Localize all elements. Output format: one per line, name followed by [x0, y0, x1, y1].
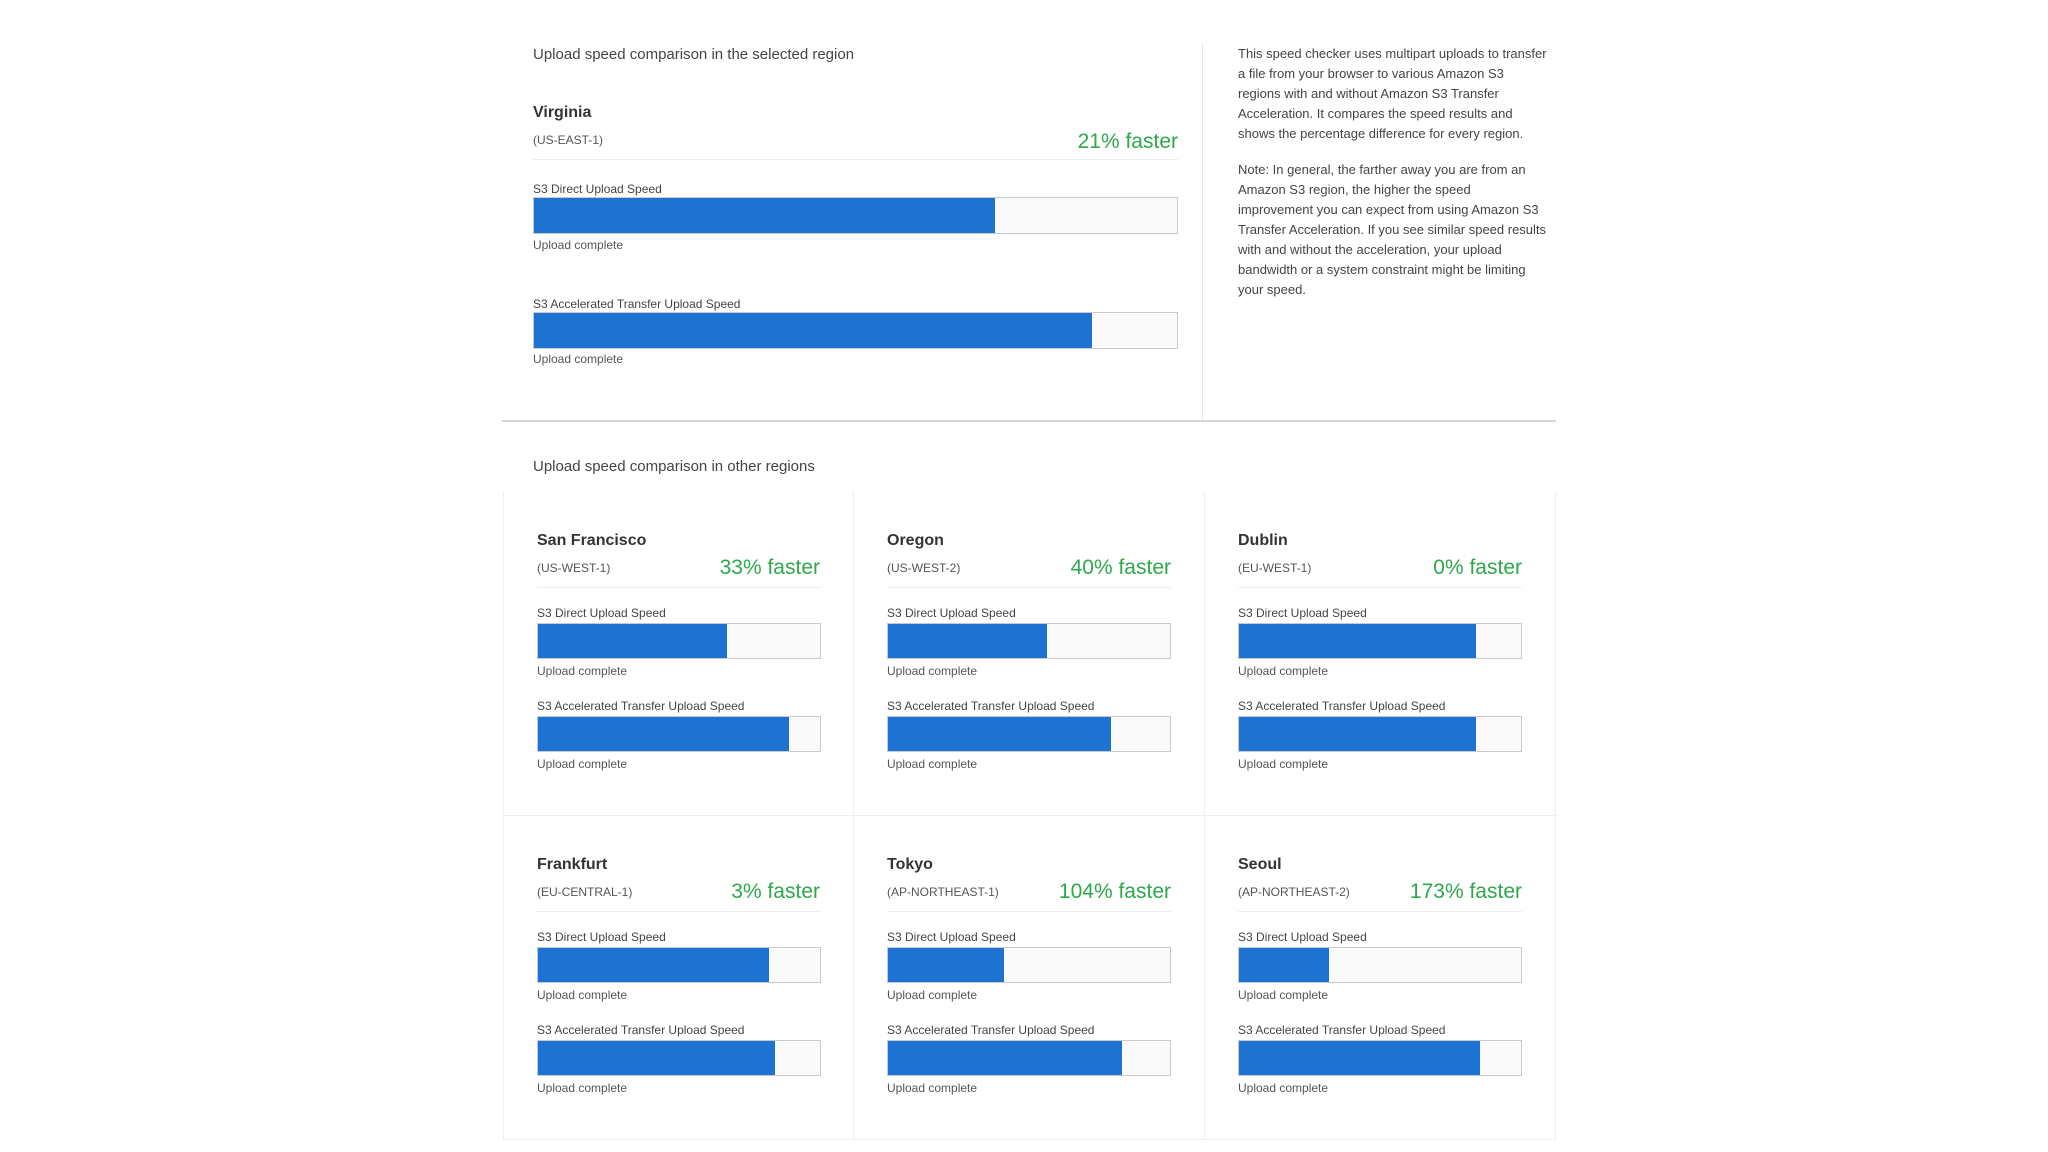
faster-percentage: 3% faster: [731, 880, 820, 903]
other-regions-grid: [502, 492, 1556, 1152]
region-card: [854, 492, 1205, 816]
direct-upload-label: S3 Direct Upload Speed: [887, 606, 1016, 620]
direct-upload-status: Upload complete: [537, 988, 628, 1002]
direct-upload-progress-bar: [537, 623, 821, 659]
region-card: [503, 816, 854, 1140]
faster-percentage: 173% faster: [1409, 880, 1522, 903]
accelerated-upload-label: S3 Accelerated Transfer Upload Speed: [1238, 1023, 1446, 1037]
direct-upload-progress-fill: [888, 624, 1047, 658]
accelerated-upload-progress-fill: [538, 717, 789, 751]
region-name: San Francisco: [537, 532, 647, 549]
direct-upload-label: S3 Direct Upload Speed: [537, 930, 666, 944]
direct-upload-progress-fill: [538, 948, 769, 982]
divider: [887, 587, 1171, 588]
region-card: [503, 492, 854, 816]
accelerated-upload-label: S3 Accelerated Transfer Upload Speed: [1238, 699, 1446, 713]
accelerated-upload-label: S3 Accelerated Transfer Upload Speed: [533, 297, 741, 311]
accelerated-upload-status: Upload complete: [887, 757, 978, 771]
region-name: Oregon: [887, 532, 944, 549]
direct-upload-status: Upload complete: [533, 238, 624, 252]
direct-upload-status: Upload complete: [1238, 988, 1329, 1002]
description-panel: [1238, 44, 1548, 316]
faster-percentage: 0% faster: [1433, 556, 1522, 579]
selected-region-title: Upload speed comparison in the selected region: [533, 46, 855, 63]
direct-upload-label: S3 Direct Upload Speed: [1238, 930, 1367, 944]
faster-percentage: 33% faster: [719, 556, 820, 579]
direct-upload-progress-fill: [534, 198, 995, 233]
direct-upload-status: Upload complete: [887, 664, 978, 678]
accelerated-upload-progress-fill: [1239, 717, 1476, 751]
accelerated-upload-label: S3 Accelerated Transfer Upload Speed: [537, 1023, 745, 1037]
divider: [887, 911, 1171, 912]
region-name: Tokyo: [887, 856, 933, 873]
divider: [537, 587, 821, 588]
accelerated-upload-progress-bar: [533, 312, 1178, 349]
accelerated-upload-status: Upload complete: [1238, 1081, 1329, 1095]
direct-upload-progress-fill: [538, 624, 727, 658]
accelerated-upload-progress-bar: [887, 716, 1171, 752]
region-code: (US-WEST-2): [887, 561, 961, 575]
region-card: [1205, 816, 1556, 1140]
accelerated-upload-progress-bar: [1238, 716, 1522, 752]
direct-upload-progress-fill: [888, 948, 1004, 982]
direct-upload-progress-bar: [1238, 947, 1522, 983]
description-note: Note: In general, the farther away you are from an Amazon S3 region, the higher the speed improvement you can expect from using Amazon S3 Transfer Acceleration. If you see similar speed results with and without the acceleration, your upload bandwidth or a system constraint might be limiting your speed.: [1238, 162, 1547, 297]
direct-upload-progress-bar: [533, 197, 1178, 234]
vertical-divider: [1202, 44, 1203, 420]
direct-upload-progress-bar: [887, 947, 1171, 983]
accelerated-upload-status: Upload complete: [537, 757, 628, 771]
direct-upload-progress-fill: [1239, 624, 1476, 658]
accelerated-upload-progress-fill: [538, 1041, 775, 1075]
accelerated-upload-label: S3 Accelerated Transfer Upload Speed: [537, 699, 745, 713]
direct-upload-progress-bar: [537, 947, 821, 983]
selected-region-section: [502, 0, 1556, 422]
direct-upload-progress-bar: [1238, 623, 1522, 659]
region-code: (EU-WEST-1): [1238, 561, 1312, 575]
region-name: Virginia: [533, 104, 592, 121]
accelerated-upload-progress-fill: [888, 717, 1111, 751]
region-name: Seoul: [1238, 856, 1282, 873]
accelerated-upload-label: S3 Accelerated Transfer Upload Speed: [887, 1023, 1095, 1037]
accelerated-upload-progress-bar: [537, 1040, 821, 1076]
region-code: (AP-NORTHEAST-1): [887, 885, 999, 899]
region-name: Frankfurt: [537, 856, 608, 873]
accelerated-upload-label: S3 Accelerated Transfer Upload Speed: [887, 699, 1095, 713]
speed-checker: [502, 0, 1556, 1152]
region-code: (EU-CENTRAL-1): [537, 885, 633, 899]
accelerated-upload-progress-bar: [537, 716, 821, 752]
accelerated-upload-progress-bar: [1238, 1040, 1522, 1076]
divider: [537, 911, 821, 912]
direct-upload-label: S3 Direct Upload Speed: [533, 182, 662, 196]
accelerated-upload-status: Upload complete: [887, 1081, 978, 1095]
region-code: (AP-NORTHEAST-2): [1238, 885, 1350, 899]
divider: [533, 159, 1178, 160]
region-code: (US-WEST-1): [537, 561, 611, 575]
direct-upload-status: Upload complete: [887, 988, 978, 1002]
faster-percentage: 104% faster: [1058, 880, 1171, 903]
region-card: [854, 816, 1205, 1140]
selected-region-panel: [533, 0, 1178, 420]
direct-upload-status: Upload complete: [537, 664, 628, 678]
direct-upload-progress-bar: [887, 623, 1171, 659]
accelerated-upload-status: Upload complete: [533, 352, 624, 366]
direct-upload-label: S3 Direct Upload Speed: [887, 930, 1016, 944]
accelerated-upload-progress-bar: [887, 1040, 1171, 1076]
region-card: [1205, 492, 1556, 816]
direct-upload-progress-fill: [1239, 948, 1329, 982]
accelerated-upload-progress-fill: [1239, 1041, 1480, 1075]
direct-upload-label: S3 Direct Upload Speed: [537, 606, 666, 620]
accelerated-upload-status: Upload complete: [1238, 757, 1329, 771]
region-code: (US-EAST-1): [533, 133, 604, 147]
accelerated-upload-progress-fill: [534, 313, 1092, 348]
accelerated-upload-progress-fill: [888, 1041, 1122, 1075]
direct-upload-label: S3 Direct Upload Speed: [1238, 606, 1367, 620]
divider: [1238, 587, 1522, 588]
description-paragraph: This speed checker uses multipart uploads to transfer a file from your browser to various Amazon S3 regions with and without Amazon S3 Transfer Acceleration. It compares the speed results and shows the percentage difference for every region.: [1238, 46, 1547, 141]
region-name: Dublin: [1238, 532, 1288, 549]
other-regions-title: Upload speed comparison in other regions: [533, 458, 815, 475]
faster-percentage: 40% faster: [1070, 556, 1171, 579]
faster-percentage: 21% faster: [1077, 130, 1178, 153]
direct-upload-status: Upload complete: [1238, 664, 1329, 678]
accelerated-upload-status: Upload complete: [537, 1081, 628, 1095]
divider: [1238, 911, 1522, 912]
